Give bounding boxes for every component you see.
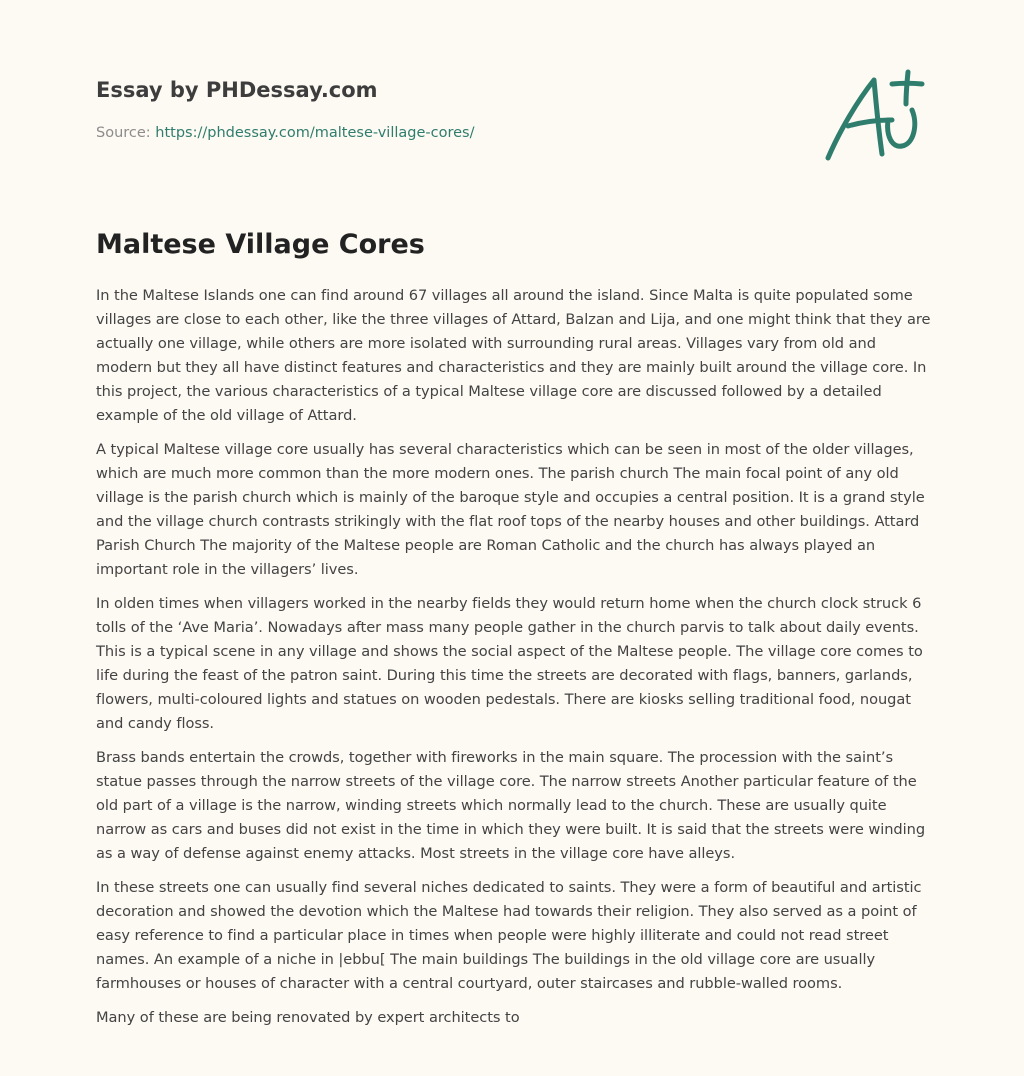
- essay-body: [96, 284, 934, 1040]
- source-label: Source:: [96, 125, 156, 141]
- essay-page: [96, 0, 936, 1076]
- essay-paragraph: In these streets one can usually find several niches dedicated to saints. They were a form of beautiful and artistic decoration and showed the devotion which the Maltese had towards their religion. They also served as a point of easy reference to find a particular place in times when people were highly illiterate and could not read street names. An example of a niche in |ebbu[ The main buildings The buildings in the old village core are usually farmhouses or houses of character with a central courtyard, outer staircases and rubble-walled rooms.: [96, 879, 922, 992]
- source-link[interactable]: https://phdessay.com/maltese-village-cores/: [155, 125, 475, 141]
- source-line: [96, 123, 474, 143]
- essay-paragraph: Many of these are being renovated by expert architects to: [96, 1009, 520, 1026]
- essay-paragraph: Brass bands entertain the crowds, together with fireworks in the main square. The procession with the saint’s statue passes through the narrow streets of the village core. The narrow streets Another particular feature of the old part of a village is the narrow, winding streets which normally lead to the church. These are usually quite narrow as cars and buses did not exist in the time in which they were built. It is said that the streets were winding as a way of defense against enemy attacks. Most streets in the village core have alleys.: [96, 749, 926, 862]
- essay-title: Maltese Village Cores: [96, 229, 425, 260]
- essay-paragraph: In the Maltese Islands one can find around 67 villages all around the island. Since Malta is quite populated some villages are close to each other, like the three villages of Attard, Balzan and Lija, and one might think that they are actually one village, while others are more isolated with surrounding rural areas. Villages vary from old and modern but they all have distinct features and characteristics and they are mainly built around the village core. In this project, the various characteristics of a typical Maltese village core are discussed followed by a detailed example of the old village of Attard.: [96, 287, 931, 424]
- a-plus-grade-icon: [822, 68, 926, 164]
- essay-paragraph: In olden times when villagers worked in the nearby fields they would return home when the church clock struck 6 tolls of the ‘Ave Maria’. Nowadays after mass many people gather in the church parvis to talk about daily events. This is a typical scene in any village and shows the social aspect of the Maltese people. The village core comes to life during the feast of the patron saint. During this time the streets are decorated with flags, banners, garlands, flowers, multi-coloured lights and statues on wooden pedestals. There are kiosks selling traditional food, nougat and candy floss.: [96, 595, 923, 732]
- essay-paragraph: A typical Maltese village core usually has several characteristics which can be seen in most of the older villages, which are much more common than the more modern ones. The parish church The main focal point of any old village is the parish church which is mainly of the baroque style and occupies a central position. It is a grand style and the village church contrasts strikingly with the flat roof tops of the nearby houses and other buildings. Attard Parish Church The majority of the Maltese people are Roman Catholic and the church has always played an important role in the villagers’ lives.: [96, 441, 925, 578]
- site-title: Essay by PHDessay.com: [96, 78, 378, 102]
